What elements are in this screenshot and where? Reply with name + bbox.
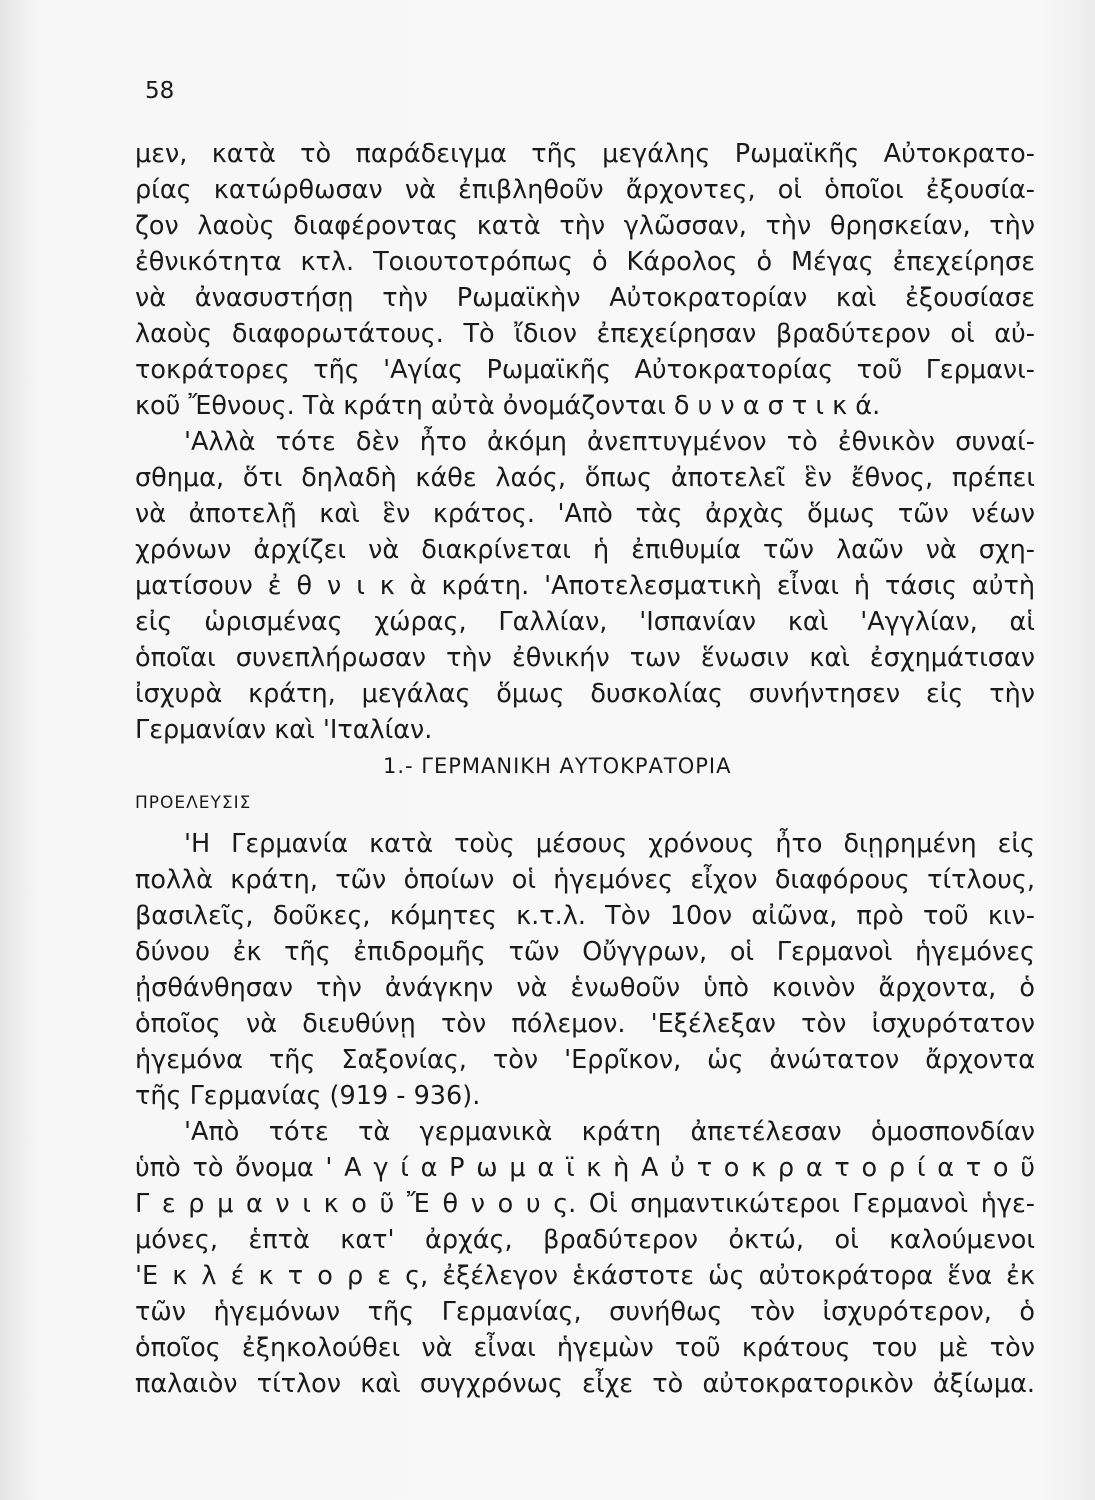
text-line: 'Απὸ τότε τὰ γερμανικὰ κράτη ἀπετέλεσαν ὁμοσπονδίαν	[184, 1117, 1035, 1147]
text-line: ἰσχυρὰ κράτη, μεγάλας ὅμως δυσκολίας συνήντησεν εἰς τὴν	[135, 679, 1035, 709]
text-line: ἡγεμόνα τῆς Σαξονίας, τὸν 'Ερρῖκον, ὡς ἀνώτατον ἄρχοντα	[135, 1045, 1035, 1075]
text-line: ᾐσθάνθησαν τὴν ἀνάγκην νὰ ἑνωθοῦν ὑπὸ κοινὸν ἄρχοντα, ὁ	[135, 973, 1035, 1003]
text-line: μόνες, ἑπτὰ κατ' ἀρχάς, βραδύτερον ὀκτώ, οἱ καλούμενοι	[135, 1225, 1035, 1255]
section-title: 1.- ΓΕΡΜΑΝΙΚΗ ΑΥΤΟΚΡΑΤΟΡΙΑ	[383, 754, 732, 778]
text-line: νὰ ἀποτελῇ καὶ ἓν κράτος. 'Απὸ τὰς ἀρχὰς ὅμως τῶν νέων	[135, 499, 1035, 529]
text-line: παλαιὸν τίτλον καὶ συγχρόνως εἶχε τὸ αὐτοκρατορικὸν ἀξίωμα.	[135, 1369, 1035, 1399]
text-line: τῆς Γερμανίας (919 - 936).	[135, 1081, 481, 1111]
text-line: Γ ε ρ μ α ν ι κ ο ῦ Ἔ θ ν ο υ ς. Οἱ σημαντικώτεροι Γερμανοὶ ἡγε-	[135, 1189, 1035, 1219]
text-line: ὁποῖος νὰ διευθύνῃ τὸν πόλεμον. 'Εξέλεξαν τὸν ἰσχυρότατον	[135, 1009, 1035, 1039]
text-line: 'Ε κ λ έ κ τ ο ρ ε ς, ἐξέλεγον ἑκάστοτε ὡς αὐτοκράτορα ἕνα ἐκ	[135, 1261, 1035, 1291]
text-line: λαοὺς διαφορωτάτους. Τὸ ἴδιον ἐπεχείρησαν βραδύτερον οἱ αὐ-	[135, 319, 1035, 349]
text-line: ματίσουν ἐ θ ν ι κ ὰ κράτη. 'Αποτελεσματικὴ εἶναι ἡ τάσις αὐτὴ	[135, 571, 1035, 601]
text-line: μεν, κατὰ τὸ παράδειγμα τῆς μεγάλης Ρωμαϊκῆς Αὐτοκρατο-	[135, 139, 1035, 169]
text-line: 'Αλλὰ τότε δὲν ἦτο ἀκόμη ἀνεπτυγμένον τὸ ἐθνικὸν συναί-	[184, 427, 1035, 457]
text-line: ἐθνικότητα κτλ. Τοιουτοτρόπως ὁ Κάρολος ὁ Μέγας ἐπεχείρησε	[135, 247, 1035, 277]
text-line: τοκράτορες τῆς 'Αγίας Ρωμαϊκῆς Αὐτοκρατορίας τοῦ Γερμανι-	[135, 355, 1035, 385]
text-line: ρίας κατώρθωσαν νὰ ἐπιβληθοῦν ἄρχοντες, οἱ ὁποῖοι ἐξουσία-	[135, 175, 1035, 205]
side-heading: ΠΡΟΕΛΕΥΣΙΣ	[135, 793, 252, 813]
text-line: ὁποῖος ἐξηκολούθει νὰ εἶναι ἡγεμὼν τοῦ κράτους του μὲ τὸν	[135, 1333, 1035, 1363]
text-line: εἰς ὡρισμένας χώρας, Γαλλίαν, 'Ισπανίαν καὶ 'Αγγλίαν, αἱ	[135, 607, 1035, 637]
text-line: σθημα, ὅτι δηλαδὴ κάθε λαός, ὅπως ἀποτελεῖ ἓν ἔθνος, πρέπει	[135, 463, 1035, 493]
text-line: τῶν ἡγεμόνων τῆς Γερμανίας, συνήθως τὸν ἰσχυρότερον, ὁ	[135, 1297, 1035, 1327]
text-line: ὁποῖαι συνεπλήρωσαν τὴν ἐθνικήν των ἕνωσιν καὶ ἐσχημάτισαν	[135, 643, 1035, 673]
text-line: Γερμανίαν καὶ 'Ιταλίαν.	[135, 715, 433, 745]
text-line: ὑπὸ τὸ ὄνομα ' Α γ ί α Ρ ω μ α ϊ κ ὴ Α ὐ τ ο κ ρ α τ ο ρ ί α τ ο ῦ	[135, 1153, 1035, 1183]
text-line: κοῦ Ἔθνους. Τὰ κράτη αὐτὰ ὀνομάζονται δ υ ν α σ τ ι κ ά.	[135, 391, 881, 421]
text-line: βασιλεῖς, δοῦκες, κόμητες κ.τ.λ. Τὸν 10ον αἰῶνα, πρὸ τοῦ κιν-	[135, 901, 1035, 931]
text-line: 'Η Γερμανία κατὰ τοὺς μέσους χρόνους ἦτο διῃρημένη εἰς	[184, 829, 1035, 859]
text-line: χρόνων ἀρχίζει νὰ διακρίνεται ἡ ἐπιθυμία τῶν λαῶν νὰ σχη-	[135, 535, 1035, 565]
text-line: δύνου ἐκ τῆς ἐπιδρομῆς τῶν Οὔγγρων, οἱ Γερμανοὶ ἡγεμόνες	[135, 937, 1035, 967]
text-line: νὰ ἀνασυστήσῃ τὴν Ρωμαϊκὴν Αὐτοκρατορίαν καὶ ἐξουσίασε	[135, 283, 1035, 313]
text-line: ζον λαοὺς διαφέροντας κατὰ τὴν γλῶσσαν, τὴν θρησκείαν, τὴν	[135, 211, 1035, 241]
page-number: 58	[145, 78, 175, 104]
text-line: πολλὰ κράτη, τῶν ὁποίων οἱ ἡγεμόνες εἶχον διαφόρους τίτλους,	[135, 865, 1035, 895]
